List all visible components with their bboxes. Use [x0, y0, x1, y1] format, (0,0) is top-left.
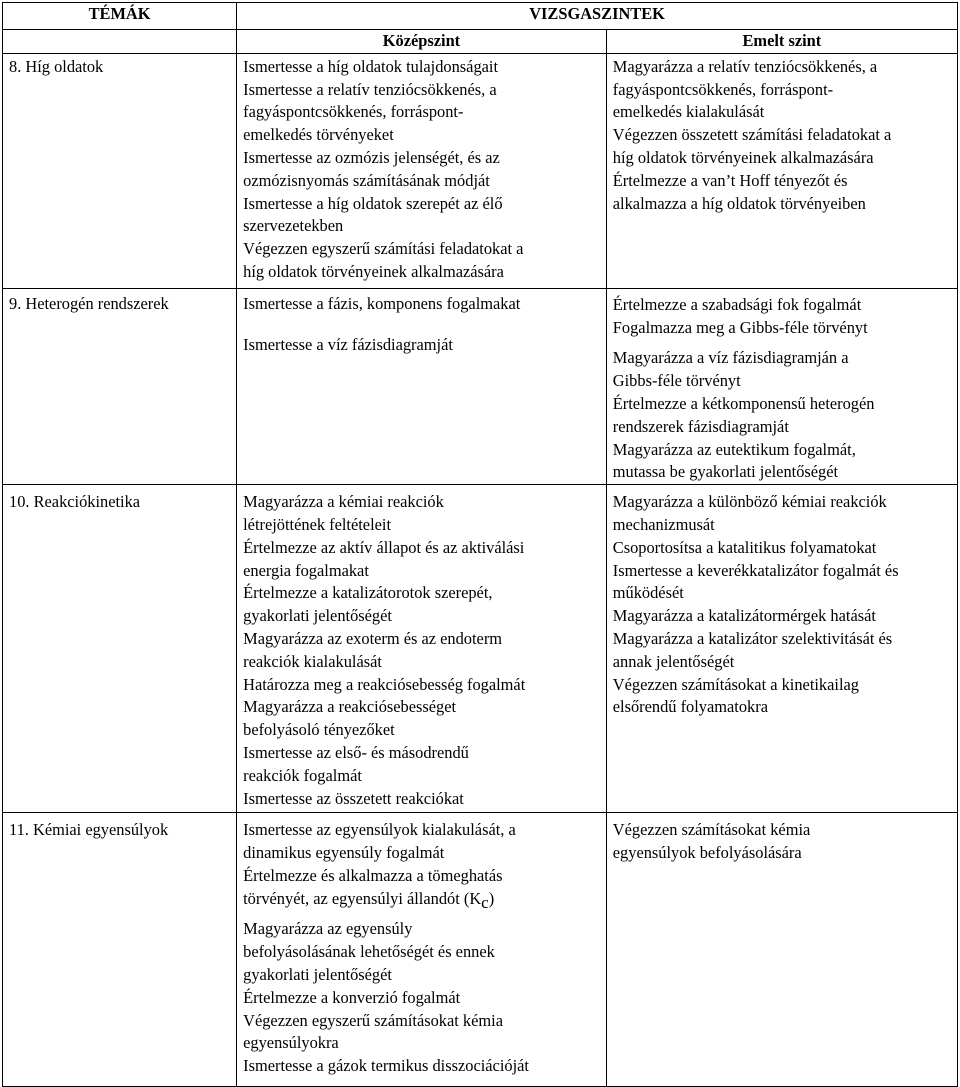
adv-line: Értelmezze a van’t Hoff tényezőt és — [612, 170, 848, 190]
adv-line: mechanizmusát — [612, 514, 715, 534]
adv-line: Fogalmazza meg a Gibbs-féle törvényt — [612, 317, 868, 337]
mid-line: Határozza meg a reakciósebesség fogalmát — [243, 674, 526, 694]
mid-line: reakciók fogalmát — [243, 765, 362, 785]
adv-level-cell — [606, 288, 957, 484]
adv-line: fagyáspontcsökkenés, forráspont- — [612, 79, 834, 99]
kc-subscript: c — [481, 892, 489, 912]
adv-line: működését — [612, 583, 684, 603]
mid-level-cell — [237, 813, 607, 1087]
table-row — [3, 813, 958, 1087]
mid-line: Értelmezze a katalizátorotok szerepét, — [243, 583, 493, 603]
table-row — [3, 53, 958, 288]
adv-line: elsőrendű folyamatokra — [612, 697, 768, 717]
mid-line: emelkedés törvényeket — [243, 125, 394, 145]
adv-level-cell — [606, 485, 957, 813]
mid-line: híg oldatok törvényeinek alkalmazására — [243, 261, 504, 281]
mid-line: Magyarázza a reakciósebességet — [243, 697, 457, 717]
mid-line: Ismertesse a fázis, komponens fogalmakat — [243, 293, 521, 313]
adv-line: híg oldatok törvényeinek alkalmazására — [612, 147, 874, 167]
mid-line: Ismertesse a gázok termikus disszociációját — [243, 1056, 529, 1076]
adv-level-cell — [606, 813, 957, 1087]
mid-line: ozmózisnyomás számításának módját — [243, 170, 490, 190]
mid-level-cell — [237, 53, 607, 288]
mid-line: Ismertesse az egyensúlyok kialakulását, a — [243, 820, 516, 840]
adv-line: rendszerek fázisdiagramját — [612, 416, 789, 436]
mid-line: Végezzen egyszerű számításokat kémia — [243, 1010, 503, 1030]
mid-line: Magyarázza az exoterm és az endoterm — [243, 628, 503, 648]
header-empty — [3, 30, 237, 54]
mid-line: befolyásoló tényezőket — [243, 720, 395, 740]
exam-topics-table — [2, 2, 958, 1087]
mid-line: reakciók kialakulását — [243, 651, 382, 671]
adv-line: annak jelentőségét — [612, 651, 735, 671]
adv-line: Magyarázza a katalizátormérgek hatását — [612, 606, 876, 626]
topic-label: 9. Heterogén rendszerek — [9, 293, 169, 313]
mid-line: energia fogalmakat — [243, 560, 369, 580]
header-topics: TÉMÁK — [3, 3, 237, 30]
topic-cell — [3, 288, 237, 484]
header-adv-level: Emelt szint — [606, 30, 957, 54]
adv-line: Csoportosítsa a katalitikus folyamatokat — [612, 537, 877, 557]
mid-line: Ismertesse a híg oldatok tulajdonságait — [243, 56, 499, 76]
equilibrium-constant-line — [243, 888, 600, 911]
table-row — [3, 288, 958, 484]
mid-line: létrejöttének feltételeit — [243, 514, 392, 534]
kc-text: törvényét, az egyensúlyi állandót (K — [243, 888, 482, 908]
adv-line: Magyarázza a relatív tenziócsökkenés, a — [612, 56, 878, 76]
topic-label: 11. Kémiai egyensúlyok — [9, 820, 169, 840]
kc-close: ) — [488, 888, 495, 908]
adv-line: mutassa be gyakorlati jelentőségét — [612, 462, 839, 482]
header-mid-level: Középszint — [237, 30, 607, 54]
mid-line: Ismertesse az összetett reakciókat — [243, 788, 464, 808]
topic-cell — [3, 485, 237, 813]
adv-line: alkalmazza a híg oldatok törvényeiben — [612, 193, 866, 213]
mid-line: Értelmezze az aktív állapot és az aktiválási — [243, 537, 525, 557]
mid-line: Értelmezze a konverzió fogalmát — [243, 987, 461, 1007]
header-levels: VIZSGASZINTEK — [237, 3, 958, 30]
adv-line: Értelmezze a kétkomponensű heterogén — [612, 393, 875, 413]
mid-line: Ismertesse a víz fázisdiagramját — [243, 334, 453, 354]
mid-line: gyakorlati jelentőségét — [243, 606, 392, 626]
mid-line: fagyáspontcsökkenés, forráspont- — [243, 102, 464, 122]
mid-line: Ismertesse az ozmózis jelenségét, és az — [243, 147, 500, 167]
mid-level-cell — [237, 485, 607, 813]
adv-line: Magyarázza a katalizátor szelektivitását és — [612, 628, 893, 648]
table-row — [3, 485, 958, 813]
mid-line: Végezzen egyszerű számítási feladatokat a — [243, 239, 524, 259]
adv-line: Gibbs-féle törvényt — [612, 371, 741, 391]
mid-line: Magyarázza az egyensúly — [243, 919, 413, 939]
adv-level-cell — [606, 53, 957, 288]
adv-line: Ismertesse a keverékkatalizátor fogalmát és — [612, 560, 899, 580]
mid-line: szervezetekben — [243, 216, 344, 236]
topic-label: 8. Híg oldatok — [9, 56, 104, 76]
mid-line: Értelmezze és alkalmazza a tömeghatás — [243, 865, 503, 885]
adv-line: Magyarázza a víz fázisdiagramján a — [612, 348, 849, 368]
mid-line: Ismertesse az első- és másodrendű — [243, 742, 469, 762]
mid-line: Magyarázza a kémiai reakciók — [243, 492, 444, 512]
adv-line: Magyarázza a különböző kémiai reakciók — [612, 492, 887, 512]
topic-label: 10. Reakciókinetika — [9, 492, 141, 512]
topic-cell — [3, 53, 237, 288]
adv-line: Magyarázza az eutektikum fogalmát, — [612, 439, 856, 459]
adv-line: emelkedés kialakulását — [612, 102, 765, 122]
mid-level-cell — [237, 288, 607, 484]
mid-line: gyakorlati jelentőségét — [243, 965, 392, 985]
adv-line: Értelmezze a szabadsági fok fogalmát — [612, 294, 862, 314]
adv-line: Végezzen összetett számítási feladatokat a — [612, 125, 892, 145]
adv-line: Végezzen számításokat a kinetikailag — [612, 674, 859, 694]
topic-cell — [3, 813, 237, 1087]
adv-line: Végezzen számításokat kémia — [612, 820, 811, 840]
mid-line: befolyásolásának lehetőségét és ennek — [243, 942, 495, 962]
mid-line: Ismertesse a relatív tenziócsökkenés, a — [243, 79, 497, 99]
mid-line: Ismertesse a híg oldatok szerepét az élő — [243, 193, 503, 213]
mid-line: egyensúlyokra — [243, 1033, 339, 1053]
adv-line: egyensúlyok befolyásolására — [612, 843, 802, 863]
mid-line: dinamikus egyensúly fogalmát — [243, 843, 445, 863]
